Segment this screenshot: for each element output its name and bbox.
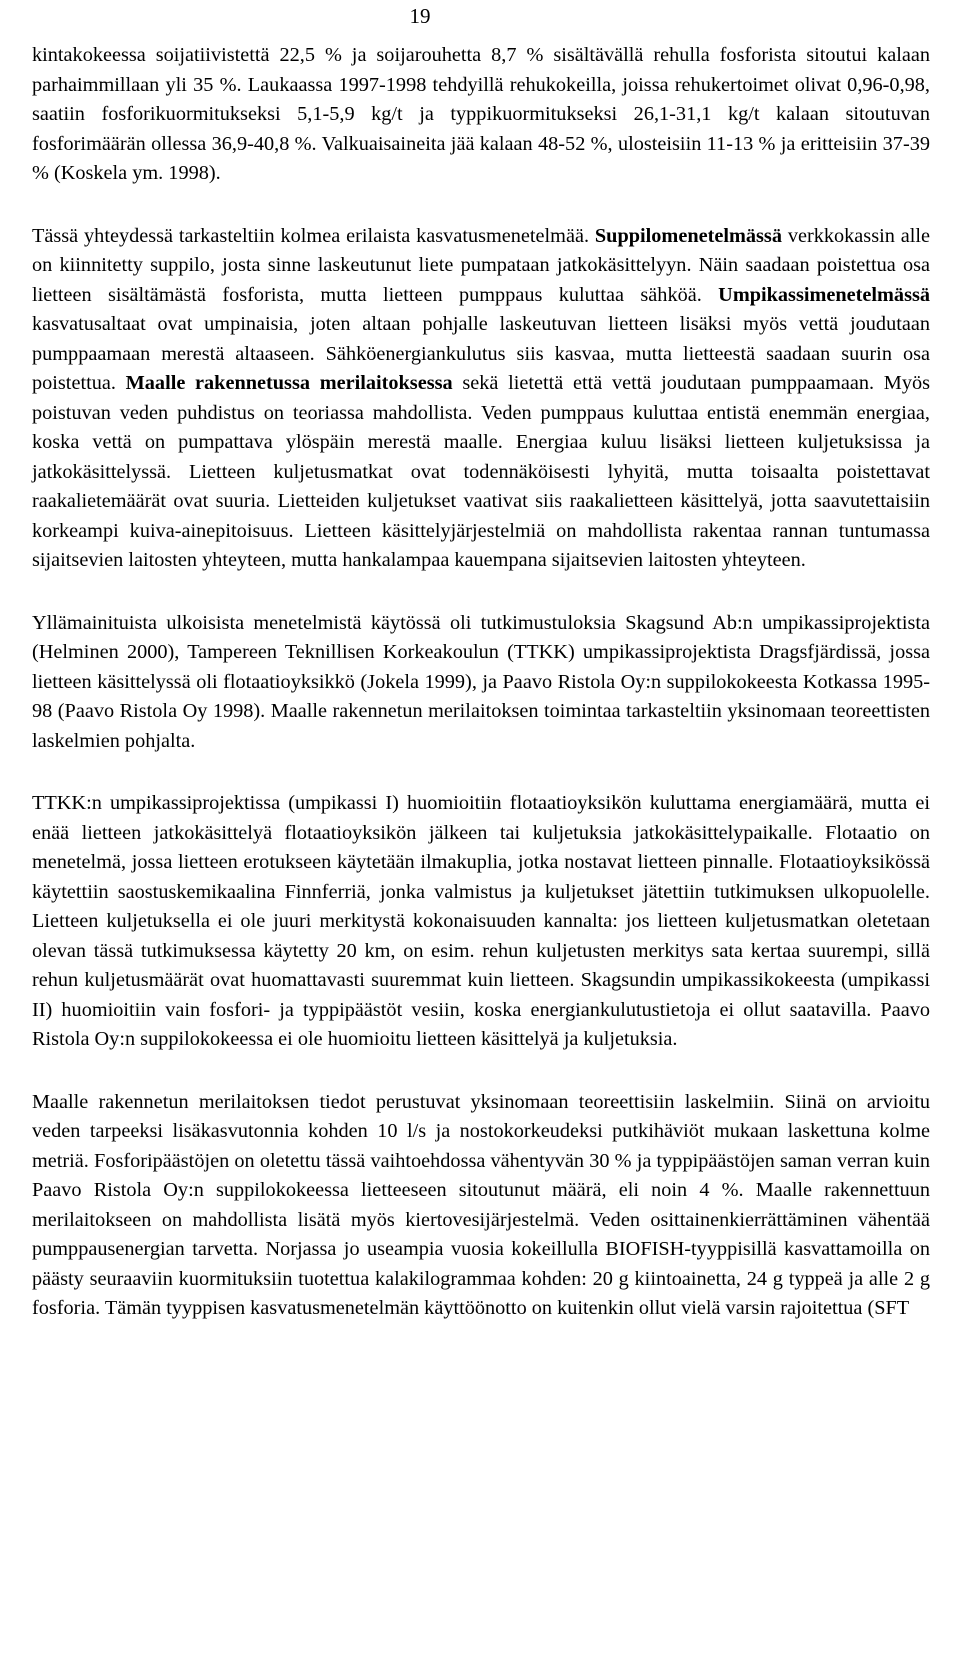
paragraph-4-text: TTKK:n umpikassiprojektissa (umpikassi I) huomioitiin flotaatioyksikön kuluttama energiamäärä, mutta ei enää lietteen jatkokäsittelyä flotaatioyksikön jälkeen tai kuljetuksia jatkokäsittelypaikalle. Flotaatio on menetelmä, jossa lietteen erotukseen käytetään ilmakuplia, jotka nostavat lietteen pinnalle. Flotaatioyksikössä käytettiin saostuskemikaalina Finnferriä, jonka valmistus ja kuljetukset jätettiin tutkimuksen ulkopuolelle. Lietteen kuljetuksella ei ole juuri merkitystä kokonaisuuden kannalta: jos lietteen kuljetusmatkan oletetaan olevan tässä tutkimuksessa käytetty 20 km, on esim. rehun kuljetusten merkitys sata kertaa suurempi, sillä rehun kuljetusmäärät ovat huomattavasti suuremmat kuin lietteen. Skagsundin umpikassikokeesta (umpikassi II) huomioitiin vain fosfori- ja typpipäästöt vesiin, koska energiankulutustietoja ei ollut saatavilla. Paavo Ristola Oy:n suppilokokeessa ei ole huomioitu lietteen käsittelyä ja kuljetuksia. (32, 792, 930, 1050)
paragraph-2-text-b: verkkokassin alle on kiinnitetty suppilo, josta sinne laskeutunut liete pumpataan jatkokäsittelyyn. Näin saadaan poistettua osa lietteen sisältämästä fosforista, mutta lietteen pumppaus kuluttaa sähköä. (32, 224, 931, 306)
paragraph-5-text: Maalle rakennetun merilaitoksen tiedot perustuvat yksinomaan teoreettisiin laskelmiin. Siinä on arvioitu veden tarpeeksi lisäkasvutonnia kohden 10 l/s ja nostokorkeudeksi putkihäviöt mukaan laskettuna kolme metriä. Fosforipäästöjen on oletettu tässä vaihtoehdossa vähentyvän 30 % ja typpipäästöjen saman verran kuin Paavo Ristola Oy:n suppilokokeessa lietteeseen sitoutunut määrä, eli noin 4 %. Maalle rakennettuun merilaitokseen on mahdollista lisätä myös kiertovesijärjestelmä. Veden osittainenkierrättäminen vähentää pumppausenergian tarvetta. Norjassa jo useampia vuosia kokeillulla BIOFISH-tyyppisillä kasvattamoilla on päästy seuraaviin kuormituksiin tuotettua kalakilogrammaa kohden: 20 g kiintoainetta, 24 g typpeä ja alle 2 g fosforia. Tämän tyyppisen kasvatusmenetelmän käyttöönotto on kuitenkin ollut vielä varsin rajoitettua (SFT (32, 1090, 930, 1319)
term-suppilomenetelma: Suppilomenetelmässä (594, 224, 782, 247)
paragraph-2 (32, 222, 930, 576)
paragraph-1 (32, 41, 930, 189)
term-umpikassimenetelma: Umpikassimenetelmässä (718, 283, 930, 306)
paragraph-1-text: kintakokeessa soijatiivistettä 22,5 % ja soijarouhetta 8,7 % sisältävällä rehulla fosforista sitoutui kalaan parhaimmillaan yli 35 %. Laukaassa 1997-1998 tehdyillä rehukokeilla, joissa rehukertoimet olivat 0,96-0,98, saatiin fosforikuormitukseksi 5,1-5,9 kg/t ja typpikuormitukseksi 26,1-31,1 kg/t kalaan sitoutuvan fosforimäärän ollessa 36,9-40,8 %. Valkuaisaineita jää kalaan 48-52 %, ulosteisiin 11-13 % ja eritteisiin 37-39 % (Koskela ym. 1998). (32, 44, 930, 184)
page-number-text: 19 (409, 4, 431, 28)
paragraph-3-text: Yllämainituista ulkoisista menetelmistä käytössä oli tutkimustuloksia Skagsund Ab:n umpikassiprojektista (Helminen 2000), Tampereen Teknillisen Korkeakoulun (TTKK) umpikassiprojektista Dragsfjärdissä, jossa lietteen käsittelyssä oli flotaatioyksikkö (Jokela 1999), ja Paavo Ristola Oy:n suppilokokeesta Kotkassa 1995-98 (Paavo Ristola Oy 1998). Maalle rakennetun merilaitoksen toimintaa tarkasteltiin yksinomaan teoreettisten laskelmien pohjalta. (32, 611, 930, 752)
term-merilaitos: Maalle rakennetussa merilaitoksessa (125, 372, 453, 394)
paragraph-2-text-c: kasvatusaltaat ovat umpinaisia, joten altaan pohjalle laskeutuvan lietteen lisäksi myös vettä joudutaan pumppaamaan merestä altaaseen. Sähköenergiankulutus siis kasvaa, mutta lietteestä saadaan suurin osa poistettua. (32, 313, 930, 394)
paragraph-4 (32, 789, 930, 1055)
paragraph-5 (32, 1088, 930, 1324)
paragraph-2-text-d: sekä lietettä että vettä joudutaan pumppaamaan. Myös poistuvan veden puhdistus on teoriassa mahdollista. Veden pumppaus kuluttaa entistä enemmän energiaa, koska vettä on pumpattava ylöspäin merestä maalle. Energiaa kuluu lisäksi lietteen kuljetuksissa ja jatkokäsittelyssä. Lietteen kuljetusmatkat ovat todennäköisesti lyhyitä, mutta toisaalta poistettavat raakalietemäärät ovat suuria. Lietteiden kuljetukset vaativat siis raakalietteen käsittelyä, jotta saavutettaisiin korkeampi kuiva-ainepitoisuus. Lietteen käsittelyjärjestelmiä on mahdollista rakentaa rannan tuntumassa sijaitsevien laitosten yhteyteen, mutta hankalampaa kauempana sijaitsevien laitosten yhteyteen. (32, 372, 931, 571)
paragraph-3 (32, 609, 930, 757)
page-number (0, 4, 960, 28)
document-body (32, 41, 930, 1324)
paragraph-2-text-a: Tässä yhteydessä tarkasteltiin kolmea erilaista kasvatusmenetelmää. (32, 224, 595, 247)
